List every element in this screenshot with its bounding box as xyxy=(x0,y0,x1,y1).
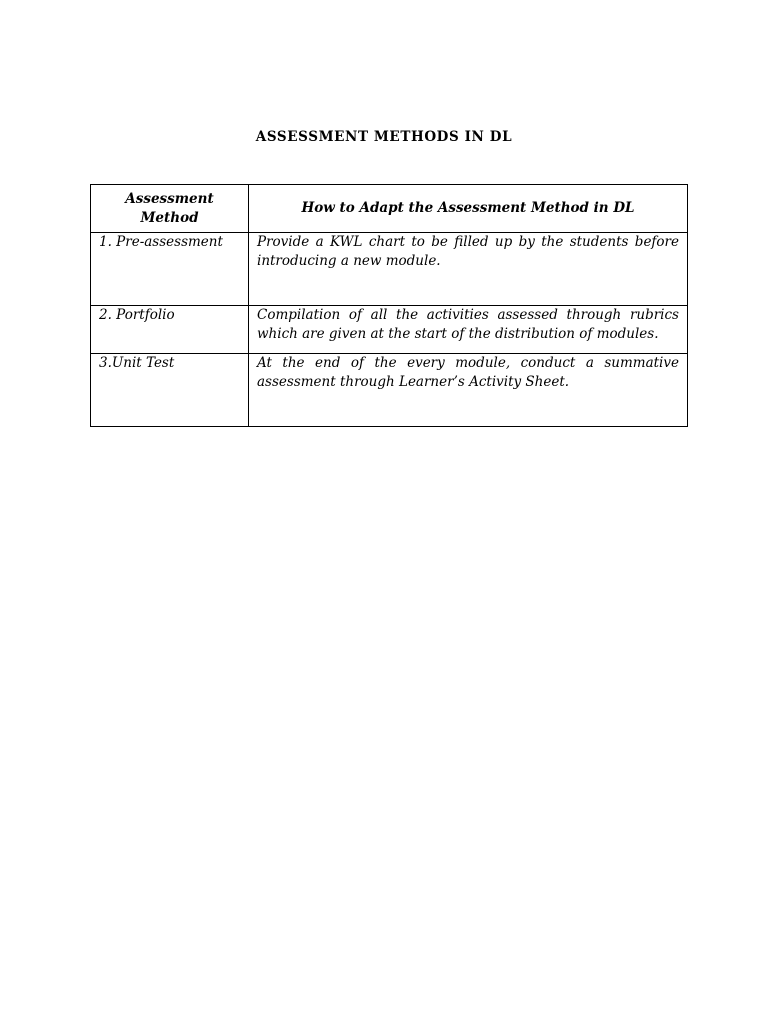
table-row xyxy=(91,306,688,354)
table-header-row xyxy=(91,185,688,233)
method-cell: 1. Pre-assessment xyxy=(91,233,249,306)
table-row xyxy=(91,354,688,427)
method-cell: 3.Unit Test xyxy=(91,354,249,427)
header-how-to-adapt-label: How to Adapt the Assessment Method in DL xyxy=(301,200,635,216)
header-assessment-method-label: Assessment Method xyxy=(125,190,214,226)
method-cell: 2. Portfolio xyxy=(91,306,249,354)
header-assessment-method xyxy=(91,185,249,233)
header-how-to-adapt xyxy=(249,185,688,233)
assessment-methods-table xyxy=(90,184,688,427)
description-cell: Provide a KWL chart to be filled up by the students before introducing a new module. xyxy=(249,233,688,306)
description-cell: Compilation of all the activities assessed through rubrics which are given at the start of the distribution of modules. xyxy=(249,306,688,354)
description-cell: At the end of the every module, conduct a summative assessment through Learner’s Activity Sheet. xyxy=(249,354,688,427)
document-title: ASSESSMENT METHODS IN DL xyxy=(255,129,513,145)
table-row xyxy=(91,233,688,306)
